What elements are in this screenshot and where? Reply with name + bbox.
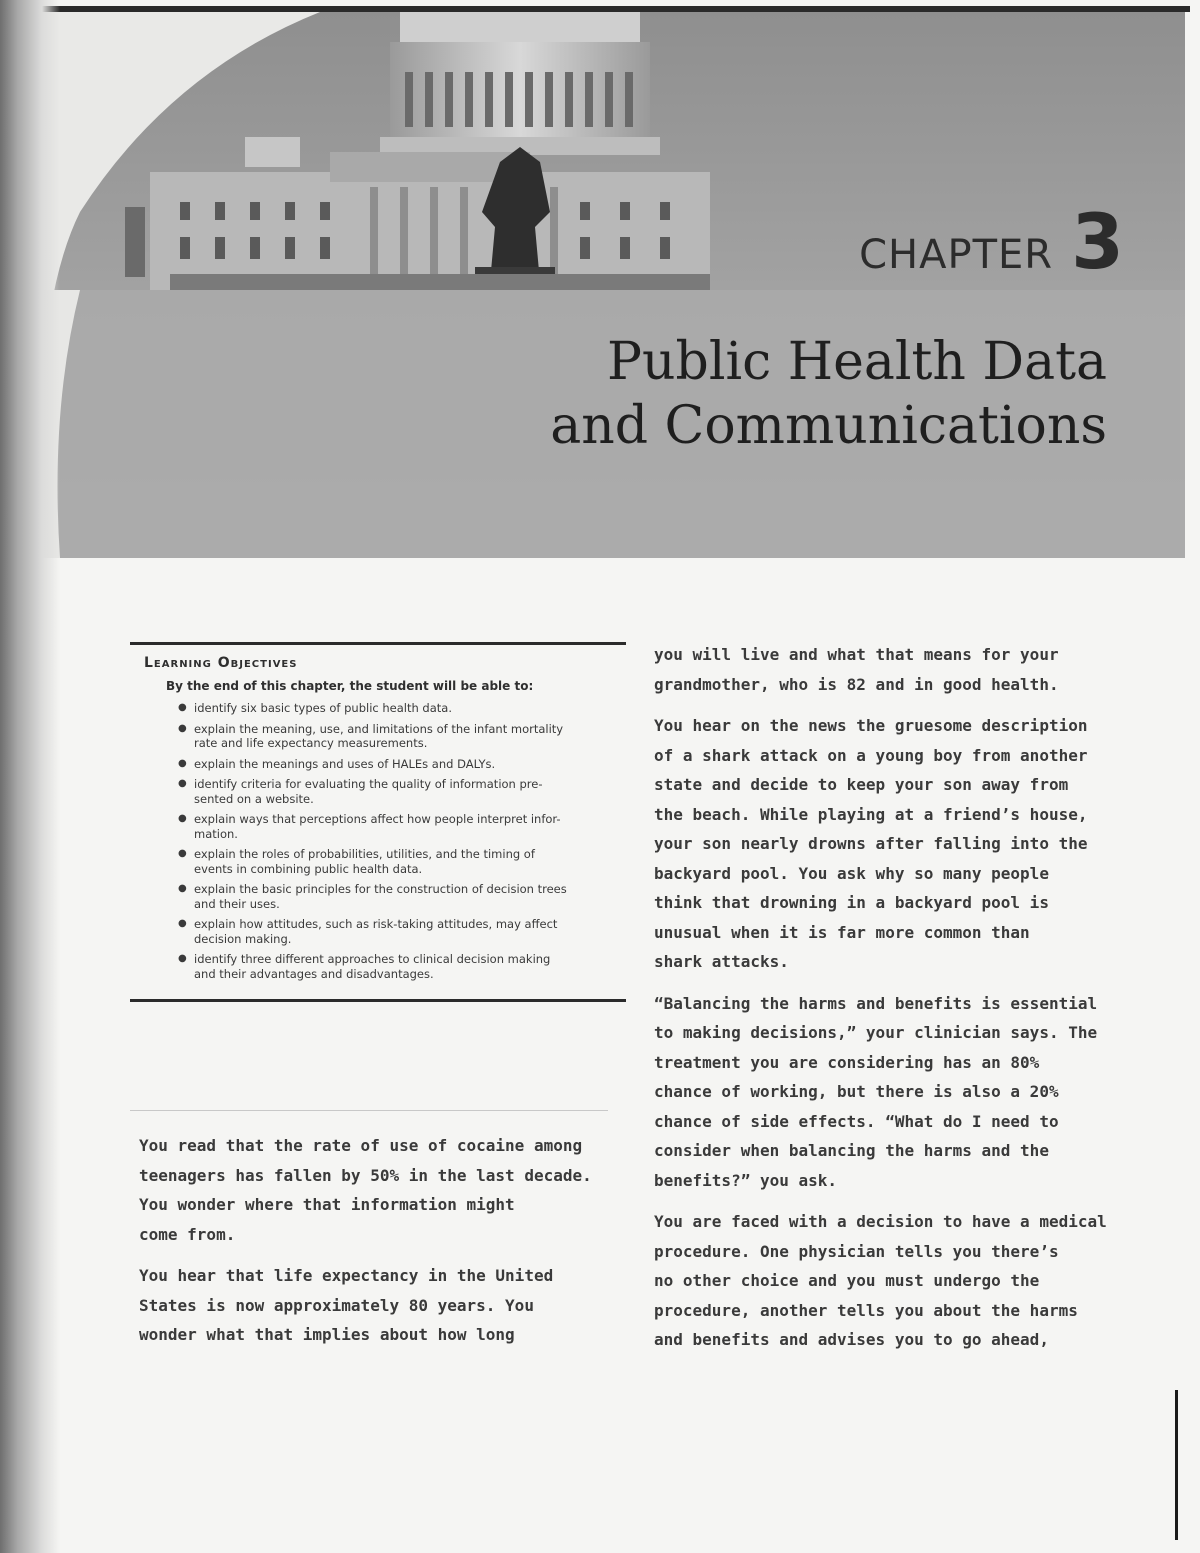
learning-objective-item [178,917,622,946]
objective-line: explain the basic principles for the construction of decision trees [194,882,567,896]
objective-line: identify three different approaches to clinical decision making [194,952,551,966]
text-line: grandmother, who is 82 and in good health. [654,674,1059,694]
text-line: think that drowning in a backyard pool is [654,893,1049,912]
text-line: chance of side effects. “What do I need to [654,1111,1059,1131]
body-paragraph [139,1261,609,1350]
bullet-icon: ● [178,757,187,769]
binding-shadow [0,0,60,1553]
text-line: come from. [139,1224,236,1244]
text-line: procedure, another tells you about the harms [654,1300,1078,1320]
objective-line: explain how attitudes, such as risk-taking attitudes, may affect [194,917,558,931]
chapter-header-photo [20,12,1185,558]
bullet-icon: ● [178,918,187,929]
top-border-rule [20,6,1190,12]
body-paragraph [654,1207,1124,1355]
learning-objective-item [178,952,622,981]
text-line: States is now approximately 80 years. You [139,1295,534,1315]
bullet-icon: ● [178,848,187,859]
learning-objective-item [178,757,622,772]
learning-objective-item [178,812,622,841]
text-line: You wonder where that information might [139,1195,515,1214]
text-line: You hear that life expectancy in the United [139,1266,554,1285]
bullet-icon: ● [178,702,187,713]
objective-line: rate and life expectancy measurements. [194,736,428,750]
learning-objectives-list [144,701,622,981]
objective-line: explain the meaning, use, and limitations of the infant mortality [194,721,564,736]
right-edge-rule [1175,1390,1178,1540]
text-line: wonder what that implies about how long [139,1325,515,1344]
text-line: no other choice and you must undergo the [654,1271,1040,1290]
objective-line: explain the meanings and uses of HALEs and DALYs. [194,756,496,771]
bullet-icon: ● [178,778,187,789]
learning-objective-item [178,777,622,806]
text-line: You read that the rate of use of cocaine among [139,1136,583,1155]
right-column-text [654,640,1124,1367]
text-line: teenagers has fallen by 50% in the last decade. [139,1165,592,1185]
chapter-title-line-1: Public Health Data [607,332,1107,392]
bullet-icon: ● [178,813,187,824]
text-line: procedure. One physician tells you there’s [654,1241,1059,1261]
objective-line: events in combining public health data. [194,861,423,876]
text-line: state and decide to keep your son away from [654,775,1069,794]
body-paragraph [654,711,1124,977]
text-line: you will live and what that means for your [654,645,1059,664]
learning-objective-item [178,847,622,876]
objective-line: identify six basic types of public health data. [194,701,452,715]
learning-objective-item [178,722,622,751]
text-line: the beach. While playing at a friend’s house, [654,804,1088,824]
text-line: to making decisions,” your clinician says. The [654,1023,1098,1042]
text-line: backyard pool. You ask why so many people [654,863,1049,883]
objective-line: decision making. [194,931,292,946]
learning-objectives-intro: By the end of this chapter, the student will be able to: [166,679,534,693]
text-line: You are faced with a decision to have a medical [654,1212,1107,1231]
learning-objective-item [178,701,622,716]
text-line: benefits?” you ask. [654,1170,838,1190]
objective-line: identify criteria for evaluating the quality of information pre- [194,777,543,791]
text-line: chance of working, but there is also a 20% [654,1082,1059,1101]
text-line: of a shark attack on a young boy from another [654,745,1088,765]
text-line: shark attacks. [654,952,789,971]
bullet-icon: ● [178,953,187,964]
objective-line: mation. [194,826,238,841]
text-line: and benefits and advises you to go ahead, [654,1330,1049,1349]
objective-line: explain the roles of probabilities, utilities, and the timing of [194,847,535,861]
chapter-number: 3 [1071,197,1125,286]
learning-objectives-box [130,642,626,1002]
left-column-text [139,1131,609,1362]
learning-objectives-heading: Learning Objectives [144,655,298,671]
section-divider [130,1110,608,1111]
text-line: your son nearly drowns after falling into the [654,834,1088,853]
objective-line: and their uses. [194,896,280,911]
bullet-icon: ● [178,722,187,734]
chapter-label [859,197,1125,286]
text-line: “Balancing the harms and benefits is essential [654,993,1098,1013]
chapter-title-line-2: and Communications [550,396,1107,456]
text-line: treatment you are considering has an 80% [654,1052,1040,1072]
chapter-word: CHAPTER [859,232,1054,278]
text-line: consider when balancing the harms and the [654,1141,1049,1160]
text-line: unusual when it is far more common than [654,922,1030,942]
bullet-icon: ● [178,883,187,894]
objective-line: explain ways that perceptions affect how people interpret infor- [194,812,561,826]
body-paragraph [654,989,1124,1196]
body-paragraph [139,1131,609,1249]
text-line: You hear on the news the gruesome description [654,716,1088,735]
body-paragraph [654,640,1124,699]
learning-objective-item [178,882,622,911]
chapter-title [550,330,1107,458]
objective-line: and their advantages and disadvantages. [194,966,434,981]
objective-line: sented on a website. [194,791,314,806]
